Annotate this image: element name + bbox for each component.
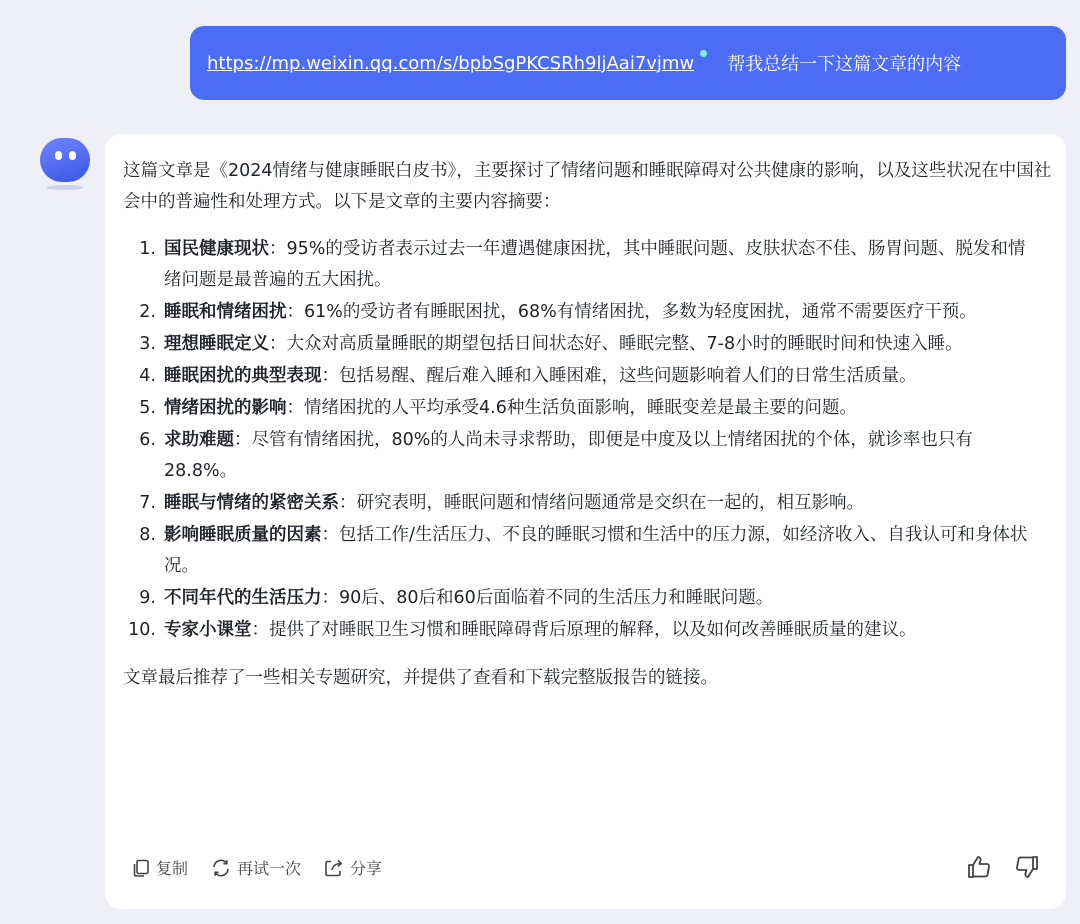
summary-point [123, 520, 1042, 582]
answer-intro: 这篇文章是《2024情绪与健康睡眠白皮书》，主要探讨了情绪问题和睡眠障碍对公共健康的影响，以及这些状况在中国社会中的普遍性和处理方式。以下是文章的主要内容摘要： [123, 161, 1052, 212]
point-text: ：95%的受访者表示过去一年遭遇健康困扰，其中睡眠问题、皮肤状态不佳、肠胃问题、脱发和情绪问题是最普遍的五大困扰。 [164, 239, 1026, 290]
share-label: 分享 [350, 859, 383, 878]
avatar-face [40, 138, 90, 182]
point-title: 不同年代的生活压力 [164, 588, 322, 608]
copy-icon [131, 858, 151, 878]
point-text: ：提供了对睡眠卫生习惯和睡眠障碍背后原理的解释，以及如何改善睡眠质量的建议。 [251, 620, 917, 640]
summary-point [123, 361, 1042, 392]
point-number: 2. [139, 302, 156, 322]
point-number: 8. [139, 525, 156, 545]
article-link[interactable]: https://mp.weixin.qq.com/s/bpbSgPKCSRh9ljAai7vjmw [207, 52, 695, 74]
avatar-eye-right [69, 151, 76, 160]
point-text: ：尽管有情绪困扰，80%的人尚未寻求帮助，即便是中度及以上情绪困扰的个体，就诊率也只有28.8%。 [164, 430, 973, 481]
point-number: 9. [139, 588, 156, 608]
point-text: ：研究表明，睡眠问题和情绪问题通常是交织在一起的，相互影响。 [339, 493, 864, 513]
share-icon [323, 858, 345, 878]
point-number: 4. [139, 366, 156, 386]
point-title: 情绪困扰的影响 [164, 398, 287, 418]
summary-point [123, 488, 1042, 519]
link-status-dot [700, 50, 707, 57]
summary-point [123, 615, 1042, 646]
point-number: 3. [139, 334, 156, 354]
summary-point [123, 297, 1042, 328]
summary-point [123, 234, 1042, 296]
point-text: ：大众对高质量睡眠的期望包括日间状态好、睡眠完整、7-8小时的睡眠时间和快速入睡。 [269, 334, 963, 354]
summary-list [123, 234, 1042, 646]
point-title: 影响睡眠质量的因素 [164, 525, 322, 545]
point-number: 6. [139, 430, 156, 450]
point-number: 5. [139, 398, 156, 418]
user-message-bubble [190, 26, 1066, 100]
retry-label: 再试一次 [237, 859, 302, 878]
feedback-buttons [966, 854, 1040, 884]
point-number: 10. [128, 620, 156, 640]
avatar-eye-left [55, 151, 62, 160]
point-title: 国民健康现状 [164, 239, 269, 259]
point-text: ：90后、80后和60后面临着不同的生活压力和睡眠问题。 [321, 588, 774, 608]
point-number: 1. [139, 239, 156, 259]
point-text: ：包括工作/生活压力、不良的睡眠习惯和生活中的压力源，如经济收入、自我认可和身体状况。 [164, 525, 1028, 576]
point-text: ：包括易醒、醒后难入睡和入睡困难，这些问题影响着人们的日常生活质量。 [321, 366, 917, 386]
summary-point [123, 329, 1042, 360]
summary-point [123, 425, 1042, 487]
point-title: 睡眠困扰的典型表现 [164, 366, 322, 386]
point-number: 7. [139, 493, 156, 513]
avatar-shadow [46, 185, 84, 190]
retry-icon [210, 858, 232, 878]
retry-button[interactable] [210, 856, 301, 879]
thumbs-up-icon [966, 854, 992, 880]
point-text: ：情绪困扰的人平均承受4.6种生活负面影响，睡眠变差是最主要的问题。 [286, 398, 857, 418]
copy-button[interactable] [131, 856, 188, 879]
answer-actions [131, 856, 404, 879]
point-title: 睡眠和情绪困扰 [164, 302, 287, 322]
copy-label: 复制 [156, 859, 189, 878]
thumbs-up-button[interactable] [966, 854, 992, 884]
share-button[interactable] [323, 856, 382, 879]
point-text: ：61%的受访者有睡眠困扰，68%有情绪困扰，多数为轻度困扰，通常不需要医疗干预。 [286, 302, 977, 322]
answer-closing: 文章最后推荐了一些相关专题研究，并提供了查看和下载完整版报告的链接。 [123, 668, 718, 688]
point-title: 睡眠与情绪的紧密关系 [164, 493, 339, 513]
thumbs-down-button[interactable] [1014, 854, 1040, 884]
point-title: 理想睡眠定义 [164, 334, 269, 354]
point-title: 专家小课堂 [164, 620, 252, 640]
user-message-text: 帮我总结一下这篇文章的内容 [727, 54, 962, 75]
summary-point [123, 583, 1042, 614]
assistant-answer-card [105, 134, 1066, 909]
summary-point [123, 393, 1042, 424]
point-title: 求助难题 [164, 430, 234, 450]
thumbs-down-icon [1014, 854, 1040, 880]
assistant-avatar [40, 138, 90, 188]
